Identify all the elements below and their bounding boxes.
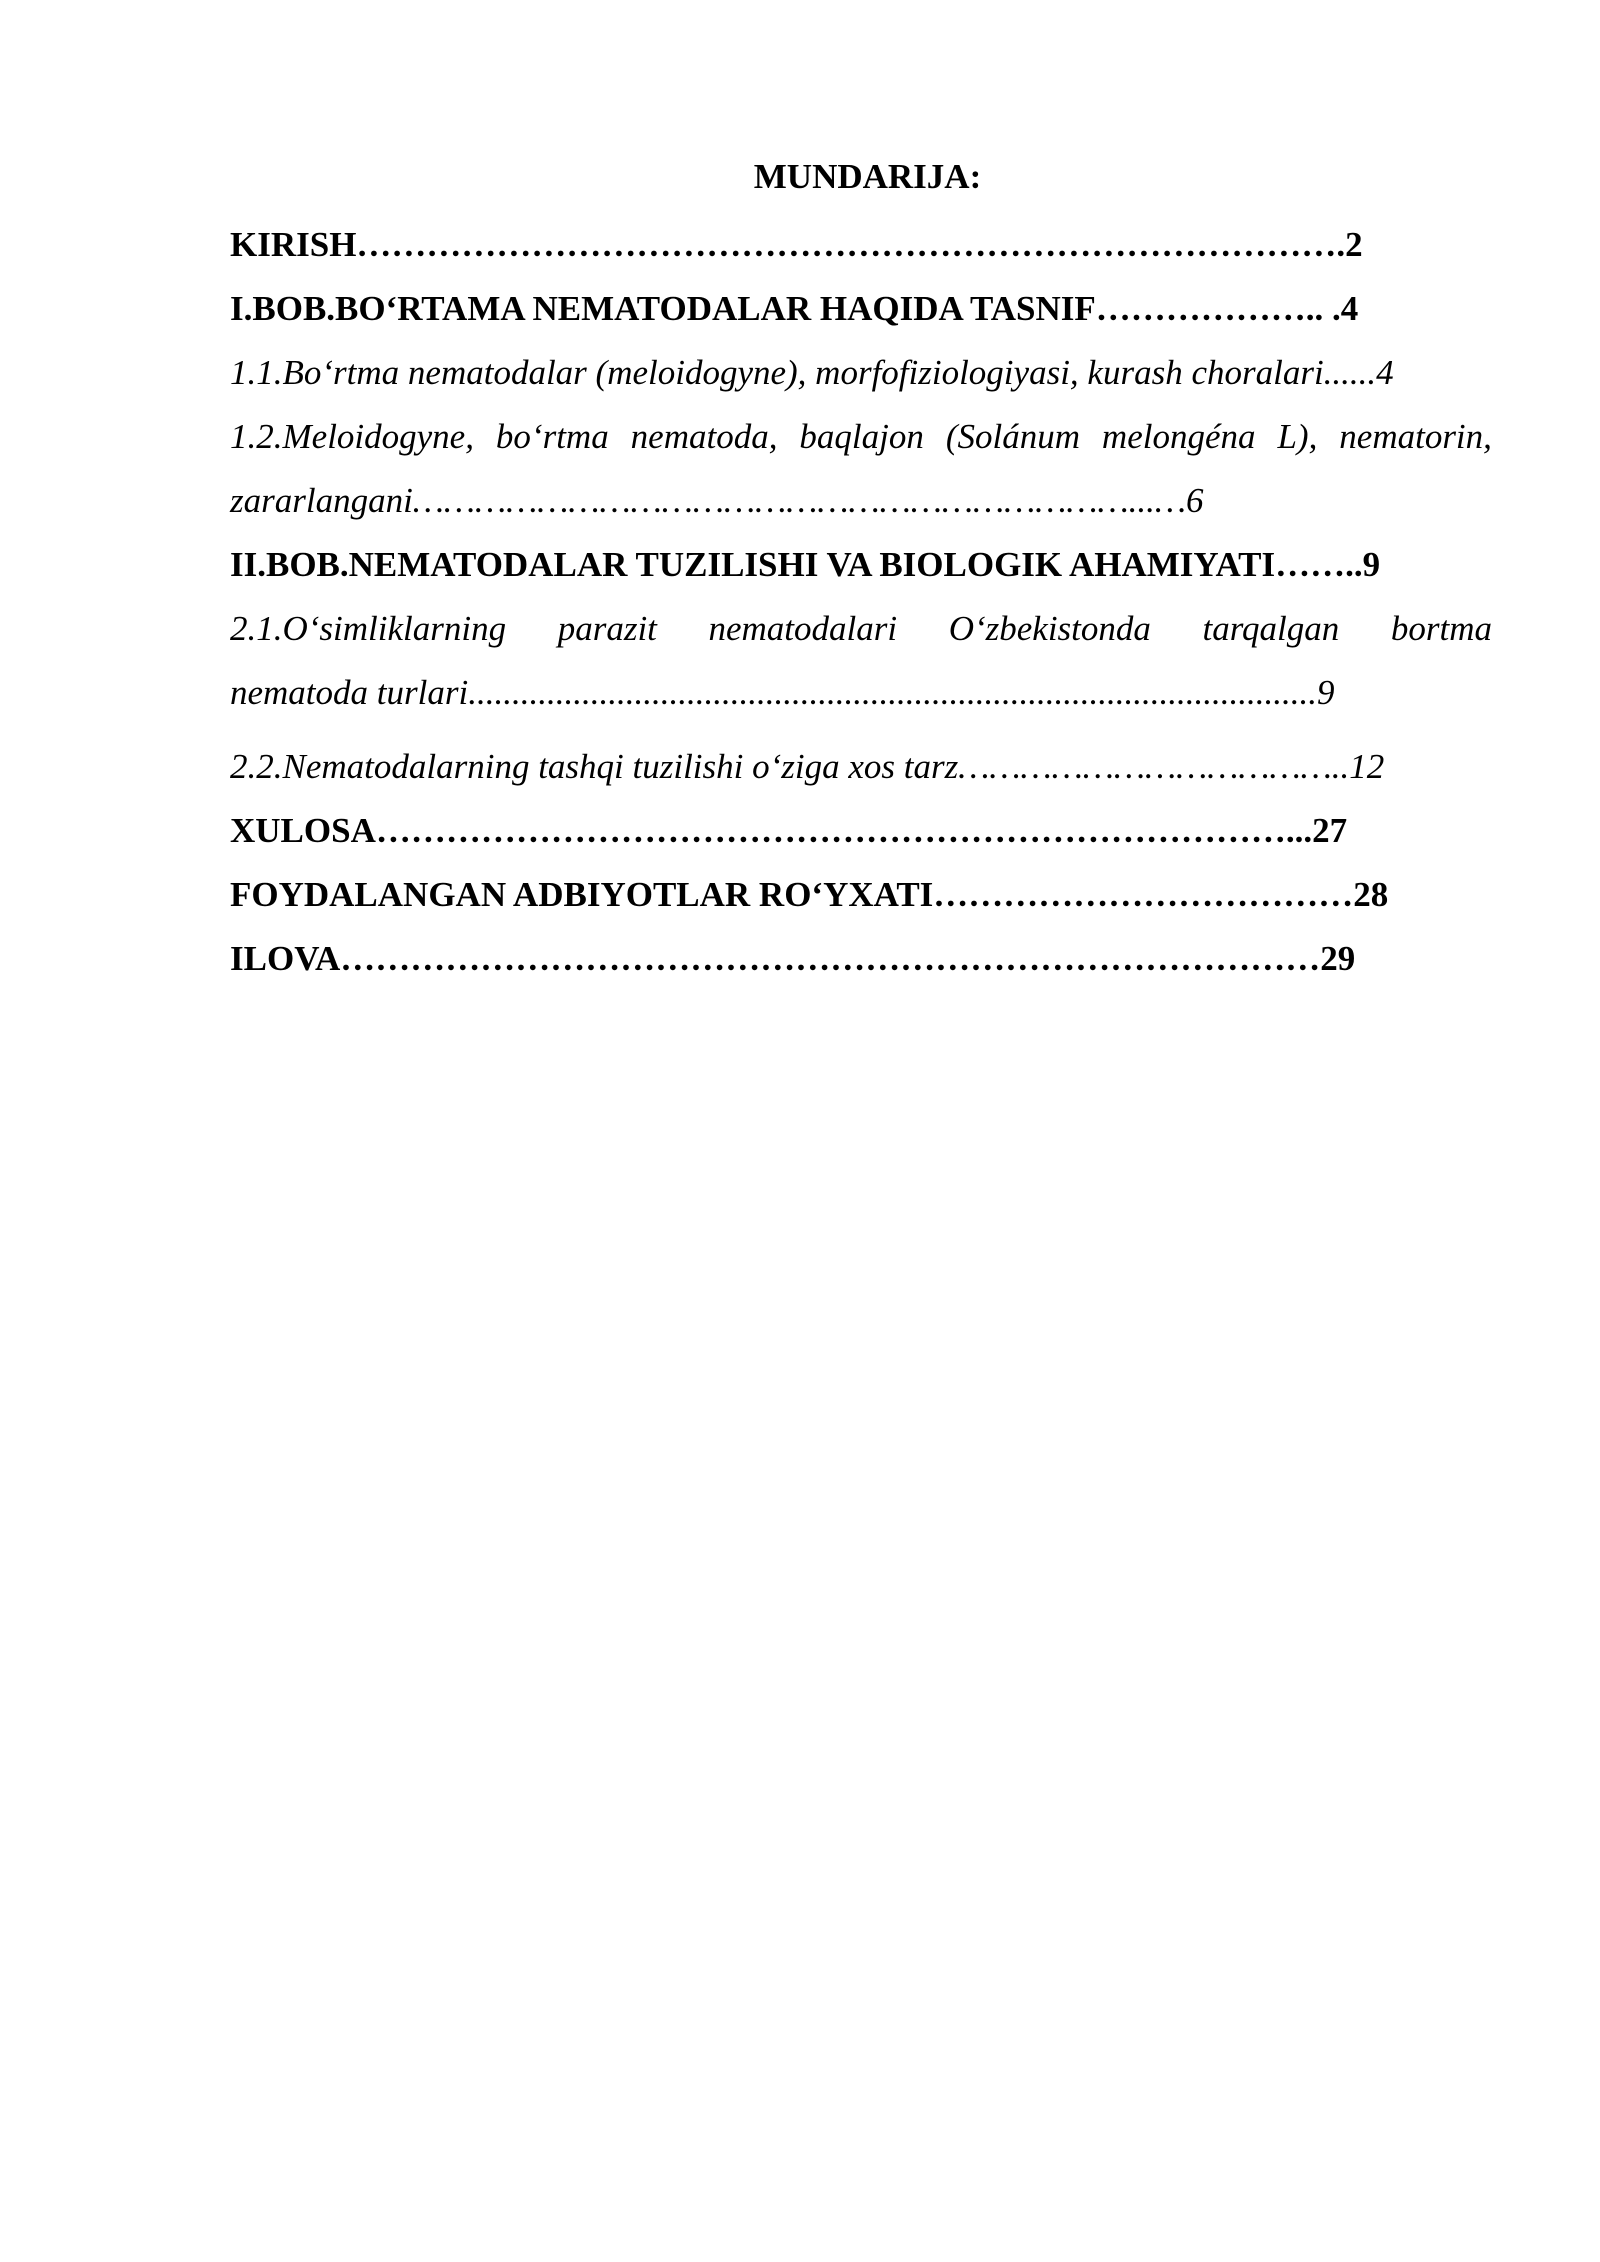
toc-entry-section-1-2-line-2: zararlangani……………………………………………………………...…6	[230, 481, 1204, 520]
toc-entry-chapter-1: I.BOB.BO‘RTAMA NEMATODALAR HAQIDA TASNIF……………….. .4	[230, 289, 1359, 328]
toc-word: bortma	[1390, 609, 1492, 648]
toc-word: 1.2.Meloidogyne,	[230, 417, 474, 456]
toc-word: tarqalgan	[1202, 609, 1340, 648]
toc-word: 2.1.O‘simliklarning	[230, 609, 507, 648]
toc-word: nematodalari	[708, 609, 898, 648]
toc-entry-section-2-2: 2.2.Nematodalarning tashqi tuzilishi o‘ziga xos tarz………………………………..12	[230, 747, 1385, 786]
toc-entry-references: FOYDALANGAN ADBIYOTLAR RO‘YXATI………………………………28	[230, 875, 1389, 914]
toc-word: (Solánum	[945, 417, 1080, 456]
toc-word: nematorin,	[1339, 417, 1492, 456]
toc-word: O‘zbekistonda	[948, 609, 1151, 648]
toc-entry-chapter-2: II.BOB.NEMATODALAR TUZILISHI VA BIOLOGIK AHAMIYATI……..9	[230, 545, 1381, 584]
toc-entry-kirish: KIRISH………………………………………………………………………….2	[230, 225, 1363, 264]
toc-word: baqlajon	[799, 417, 924, 456]
toc-word: bo‘rtma	[495, 417, 609, 456]
toc-word: parazit	[557, 609, 657, 648]
toc-entry-section-1-2-line-1	[230, 412, 1492, 462]
toc-title: MUNDARIJA:	[753, 157, 982, 196]
toc-entry-section-1-1: 1.1.Bo‘rtma nematodalar (meloidogyne), morfofiziologiyasi, kurash choralari......4	[230, 353, 1394, 392]
toc-entry-xulosa: XULOSA……………………………………………………………………...27	[230, 811, 1348, 850]
toc-word: melongéna	[1101, 417, 1256, 456]
toc-word: nematoda,	[630, 417, 778, 456]
toc-entry-section-2-1-line-2: nematoda turlari.................................................................................................9	[230, 673, 1335, 712]
toc-word: L),	[1277, 417, 1318, 456]
toc-entry-section-2-1-line-1	[230, 604, 1492, 654]
toc-entry-ilova: ILOVA…………………………………………………………………………29	[230, 939, 1356, 978]
